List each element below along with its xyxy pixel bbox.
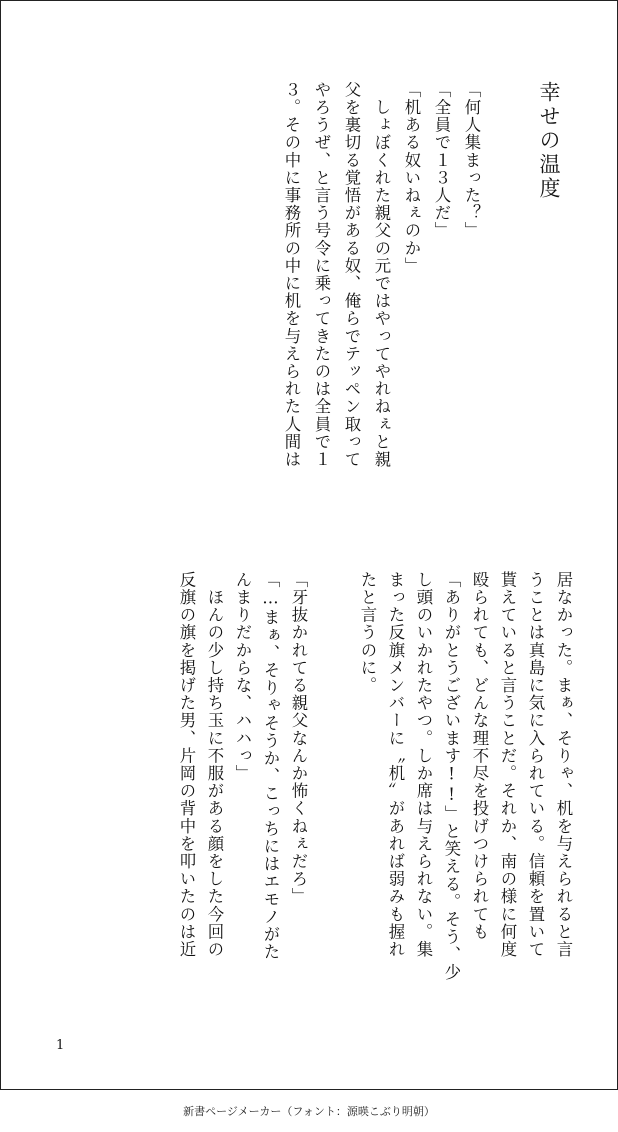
text-column: ほんの少し持ち玉に不服がある顔をした今回の [205, 571, 224, 959]
text-column: やろうぜ、と言う号令に乗ってきたのは全員で１ [312, 81, 331, 469]
text-column: 「何人集まった？」 [462, 81, 481, 240]
text-column: 「…まぁ、そりゃそうか、こっちにはエモノがた [261, 571, 280, 961]
text-column: んまりだからな、ハハっ」 [233, 571, 252, 783]
story-title: 幸せの温度 [537, 81, 561, 201]
text-column: たと言うのに。 [358, 571, 377, 695]
text-column: しょぼくれた親父の元ではやってやれねぇと親 [372, 81, 391, 469]
text-column: まった反旗メンバーに〝机〟があれば弱みも握れ [386, 571, 405, 959]
text-column: 貰えていると言うことだ。それか、南の様に何度 [498, 571, 517, 959]
page-number: 1 [56, 1038, 65, 1053]
text-column: 「机ある奴いねぇのか」 [402, 81, 421, 275]
text-column: 「牙抜かれてる親父なんか怖くねぇだろ」 [289, 571, 308, 906]
text-column: 「全員で１３人だ」 [432, 81, 451, 240]
text-column: 「ありがとうございます!!」と笑える。そう、少 [442, 571, 461, 981]
text-column: 父を裏切る覚悟がある奴、俺らでテッペン取って [342, 81, 361, 469]
text-column: 殴られても、どんな理不尽を投げつけられても [470, 571, 489, 941]
blank-line [313, 571, 354, 986]
text-column: 反旗の旗を掲げた男、片岡の背中を叩いたのは近 [177, 571, 196, 959]
text-column: 居なかった。まぁ、そりゃ、机を与えられると言 [554, 571, 573, 959]
upper-text-block [53, 81, 578, 531]
footer-credit: 新書ページメーカー（フォント：源暎こぶり明朝） [183, 1105, 435, 1118]
text-column: し頭のいかれたやつ。しか席は与えられない。集 [414, 571, 433, 959]
lower-text-block [53, 571, 578, 986]
text-column: ３。その中に事務所の中に机を与えられた人間は [282, 81, 301, 469]
text-column: うことは真島に気に入られている。信頼を置いて [526, 571, 545, 959]
column-spacer [486, 81, 518, 531]
